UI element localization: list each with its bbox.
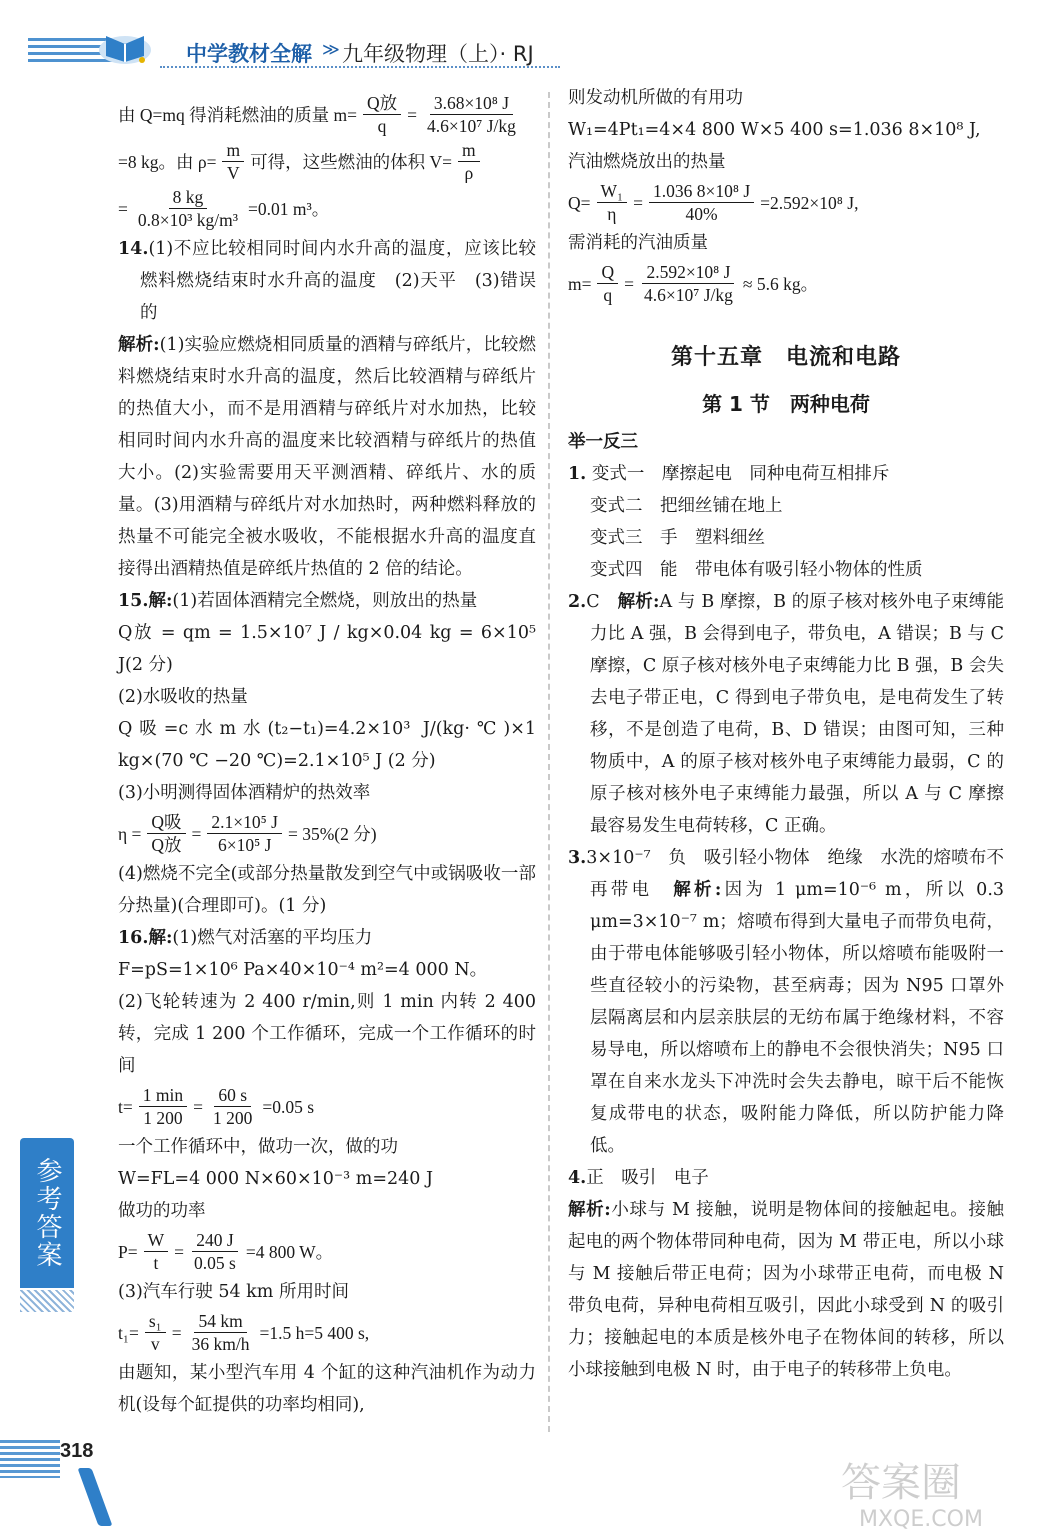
variant-text: 变式三 手 塑料细丝 — [590, 528, 765, 548]
fraction — [423, 92, 520, 137]
numerator: 2.592×10⁸ J — [642, 261, 734, 284]
fraction — [363, 92, 401, 137]
fraction — [145, 1310, 166, 1355]
gasoline-mass-formula — [568, 261, 1004, 306]
section-title: 第 1 节 两种电荷 — [702, 392, 870, 416]
answer-3 — [568, 842, 1004, 1162]
text: (2)水吸收的热量 — [118, 687, 248, 707]
fraction — [144, 1229, 169, 1274]
right-column — [568, 82, 1004, 1386]
denominator: V — [226, 163, 240, 183]
fraction — [139, 1084, 187, 1129]
text: =4 800 W。 — [245, 1241, 334, 1262]
footer-stripes — [0, 1440, 60, 1478]
denominator: q — [603, 285, 613, 305]
variant-text: 变式二 把细丝铺在地上 — [590, 496, 783, 516]
heat-released-formula: Q放 = qm = 1.5×10⁷ J / kg×0.04 kg = 6×10⁵ J(2 分) — [118, 623, 536, 675]
denominator: Q放 — [151, 835, 182, 855]
denominator: 1 200 — [212, 1108, 253, 1128]
book-title: 中学教材全解 — [186, 42, 312, 66]
fraction — [209, 1084, 256, 1129]
fraction — [134, 186, 242, 231]
text: (3)小明测得固体酒精炉的热效率 — [118, 783, 371, 803]
page-number: 318 — [60, 1440, 94, 1462]
text: η = — [118, 823, 142, 844]
text: 需消耗的汽油质量 — [568, 233, 708, 253]
answer-2 — [568, 586, 1004, 842]
analysis-label: 解析: — [617, 592, 660, 612]
text: (3)汽车行驶 54 km 所用时间 — [118, 1282, 349, 1302]
book-subtitle: 九年级物理（上）· RJ — [342, 42, 534, 66]
analysis-text: A 与 B 摩擦，B 的原子核对核外电子束缚能力比 A 强，B 会得到电子，带负电，A 错误；B 与 C 摩擦，C 原子核对核外电子束缚能力比 B 强，B 会失去电子带正电，C 得到电子带负电，是电荷发生了转移，不是创造了电荷，B、D 错误；由图可知，三种物质中，A 的原子核对核外电子束缚能力最弱，C 的原子核对核外电子束缚能力最强，所以 A 与 C 摩擦最容易发生电荷转移，C 正确。 — [590, 592, 1005, 836]
text: (1)燃气对活塞的平均压力 — [172, 928, 373, 948]
numerator: 60 s — [214, 1084, 251, 1107]
header-arrow-icon: ≫ — [322, 40, 340, 60]
power-formula — [118, 1229, 536, 1274]
denominator: ρ — [464, 163, 474, 183]
numerator: W₁ — [597, 180, 628, 203]
fraction — [222, 139, 244, 184]
text: (2)飞轮转速为 2 400 r/min,则 1 min 内转 2 400 转，完成 1 200 个工作循环，完成一个工作循环的时间 — [118, 992, 536, 1076]
denominator: 0.05 s — [194, 1253, 236, 1273]
svg-text:MXQE.COM: MXQE.COM — [859, 1507, 983, 1532]
denominator: η — [607, 204, 617, 224]
denominator: t — [153, 1253, 159, 1273]
numerator: 1 min — [139, 1084, 187, 1107]
question-number: 2. — [568, 592, 587, 612]
question-number: 1. — [568, 464, 587, 484]
denominator: 0.8×10³ kg/m³ — [137, 210, 238, 230]
equals: = — [174, 1241, 185, 1262]
equals: = — [171, 1322, 182, 1343]
numerator: W — [144, 1229, 169, 1252]
numerator: Q放 — [363, 92, 401, 115]
answer-text: 正 吸引 电子 — [586, 1168, 709, 1188]
footer-slash-decoration — [77, 1468, 112, 1526]
analysis-text: 因为 1 μm=10⁻⁶ m，所以 0.3 μm=3×10⁻⁷ m；熔喷布得到大量电子而带负电荷，由于带电体能够吸引轻小物体，所以熔喷布能吸附一些直径较小的污染物，甚至病毒；因为 N95 口罩外层隔离层和内层亲肤层的无纺布属于绝缘材料，不容易导电，所以熔喷布上的静电不会很快消失；N95 口罩在自来水龙头下冲洗时会失去静电，晾干后不能恢复成带电的状态，吸附能力降低，所以防护能力降低。 — [590, 880, 1005, 1156]
subsection-title: 举一反三 — [568, 432, 638, 452]
text: 做功的功率 — [118, 1201, 206, 1221]
text: (4)燃烧不完全(或部分热量散发到空气中或锅吸收一部分热量)(合理即可)。(1 分) — [118, 864, 536, 916]
denominator: q — [377, 116, 387, 136]
fraction — [649, 180, 754, 225]
book-logo-icon — [98, 26, 152, 66]
text: t= — [118, 1096, 133, 1117]
denominator: 4.6×10⁷ J/kg — [427, 116, 516, 136]
left-column — [118, 90, 536, 1421]
solution-label: 解: — [148, 591, 173, 611]
variant-text: 变式一 摩擦起电 同种电荷互相排斥 — [591, 464, 890, 484]
fraction — [207, 811, 282, 856]
numerator: 3.68×10⁸ J — [430, 92, 513, 115]
text: t₁= — [118, 1322, 139, 1343]
question-number: 4. — [568, 1168, 587, 1188]
answer-15-head — [118, 585, 536, 617]
work-formula: W=FL=4 000 N×60×10⁻³ m=240 J — [118, 1169, 433, 1189]
analysis-text: (1)实验应燃烧相同质量的酒精与碎纸片，比较燃料燃烧结束时水升高的温度，然后比较酒精与碎纸片的热值大小，而不是用酒精与碎纸片对水加热，比较相同时间内水升高的温度来比较酒精与碎纸片的热值大小。(2)实验需要用天平测酒精、碎纸片、水的质量。(3)用酒精与碎纸片对水加热时，两种燃料释放的热量不可能完全被水吸收，不能根据水升高的温度直接得出酒精热值是碎纸片热值的 2 倍的结论。 — [118, 335, 536, 579]
answer-4 — [568, 1162, 1004, 1194]
text: 一个工作循环中，做功一次，做的功 — [118, 1137, 398, 1157]
fraction — [190, 1229, 240, 1274]
denominator: 6×10⁵ J — [217, 835, 272, 855]
analysis-text: 小球与 M 接触，说明是物体间的接触起电。接触起电的两个物体带同种电荷，因为 M 带正电，所以小球与 M 接触后带正电荷；因为小球带正电荷，而电极 N 带负电荷，异种电荷相互吸引，因此小球受到 N 的吸引力；接触起电的本质是核外电子在物体间的转移，所以小球接触到电极 N 时，由于电子的转移带上负电。 — [568, 1200, 1005, 1380]
cycle-time-formula — [118, 1084, 536, 1129]
force-formula: F=pS=1×10⁶ Pa×40×10⁻⁴ m²=4 000 N。 — [118, 960, 488, 980]
text: =2.592×10⁸ J, — [760, 192, 859, 213]
numerator: m — [222, 139, 244, 162]
numerator: m — [458, 139, 480, 162]
numerator: 54 km — [194, 1310, 246, 1333]
heat-formula — [568, 180, 1004, 225]
text: = 35%(2 分) — [287, 823, 377, 844]
text: =8 kg。由 ρ= — [118, 151, 217, 172]
fraction — [147, 811, 185, 856]
text: 可得，这些燃油的体积 V= — [250, 151, 452, 172]
analysis-label: 解析: — [118, 335, 160, 355]
denominator: 4.6×10⁷ J/kg — [644, 285, 733, 305]
chapter-title: 第十五章 电流和电路 — [670, 345, 901, 370]
equals: = — [407, 104, 417, 125]
analysis-14 — [118, 329, 536, 585]
question-number: 15. — [118, 591, 149, 611]
header-dotted-rule — [160, 66, 560, 68]
analysis-4 — [568, 1194, 1004, 1386]
efficiency-formula — [118, 811, 536, 856]
travel-time-formula — [118, 1310, 536, 1355]
question-number: 3. — [568, 848, 587, 868]
denominator: 40% — [685, 204, 718, 224]
equals: = — [193, 1096, 203, 1117]
numerator: 8 kg — [169, 186, 208, 209]
fraction — [458, 139, 480, 184]
equals: = — [191, 823, 202, 844]
analysis-label: 解析: — [673, 880, 722, 900]
volume-result — [118, 186, 536, 231]
text: = — [118, 198, 128, 219]
text: =0.05 s — [262, 1096, 315, 1117]
text: =0.01 m³。 — [247, 198, 330, 219]
equals: = — [633, 192, 644, 213]
page-header — [0, 0, 1051, 80]
text: 由 Q=mq 得消耗燃油的质量 m= — [118, 104, 357, 125]
numerator: 240 J — [192, 1229, 237, 1252]
useful-work-formula: W₁=4Pt₁=4×4 800 W×5 400 s=1.036 8×10⁸ J, — [568, 120, 981, 140]
tab-hatch — [20, 1290, 74, 1312]
text: 由题知，某小型汽车用 4 个缸的这种汽油机作为动力机(设每个缸提供的功率均相同), — [118, 1363, 536, 1415]
variant-text: 变式四 能 带电体有吸引轻小物体的性质 — [590, 560, 923, 580]
fraction — [188, 1310, 254, 1355]
numerator: Q — [597, 261, 618, 284]
answer-text: (1)不应比较相同时间内水升高的温度，应该比较燃料燃烧结束时水升高的温度 (2)天平 (3)错误的 — [140, 239, 536, 323]
text: =1.5 h=5 400 s, — [259, 1322, 370, 1343]
heat-absorbed-formula: Q吸=c水m水(t₂−t₁)=4.2×10³ J/(kg·℃)×1 kg×(70 ℃ −20 ℃)=2.1×10⁵ J (2 分) — [118, 719, 536, 771]
equals: = — [624, 273, 634, 294]
fuel-mass-formula — [118, 92, 536, 137]
text: 汽油燃烧放出的热量 — [568, 152, 726, 172]
question-number: 16. — [118, 928, 149, 948]
text: m= — [568, 273, 592, 294]
fraction — [597, 261, 618, 306]
text: Q= — [568, 192, 591, 213]
numerator: s₁ — [145, 1310, 166, 1333]
numerator: Q吸 — [147, 811, 185, 834]
numerator: 1.036 8×10⁸ J — [649, 180, 754, 203]
text: P= — [118, 1241, 138, 1262]
answer-1-v1 — [568, 458, 1004, 490]
text: ≈ 5.6 kg。 — [742, 273, 819, 294]
analysis-label: 解析: — [568, 1200, 611, 1220]
column-divider — [548, 92, 550, 1432]
denominator: 36 km/h — [191, 1334, 250, 1354]
text: (1)若固体酒精完全燃烧，则放出的热量 — [172, 591, 478, 611]
answer-14 — [118, 233, 536, 329]
solution-label: 解: — [148, 928, 173, 948]
fraction — [597, 180, 628, 225]
question-number: 14. — [118, 239, 149, 259]
reference-answers-tab: 参考答案 — [20, 1138, 74, 1288]
answer-text: C — [586, 592, 600, 612]
denominator: v — [150, 1334, 160, 1354]
watermark-logo-icon — [833, 1452, 1033, 1532]
denominator: 1 200 — [143, 1108, 183, 1128]
answer-16-head — [118, 922, 536, 954]
fraction — [640, 261, 737, 306]
volume-formula — [118, 139, 536, 184]
answer-text: 3×10⁻⁷ 负 吸引轻小物体 绝缘 水洗的熔喷布不再带电 — [586, 848, 1004, 900]
svg-text:答案圈: 答案圈 — [841, 1460, 961, 1506]
numerator: 2.1×10⁵ J — [207, 811, 282, 834]
text: 则发动机所做的有用功 — [568, 88, 743, 108]
